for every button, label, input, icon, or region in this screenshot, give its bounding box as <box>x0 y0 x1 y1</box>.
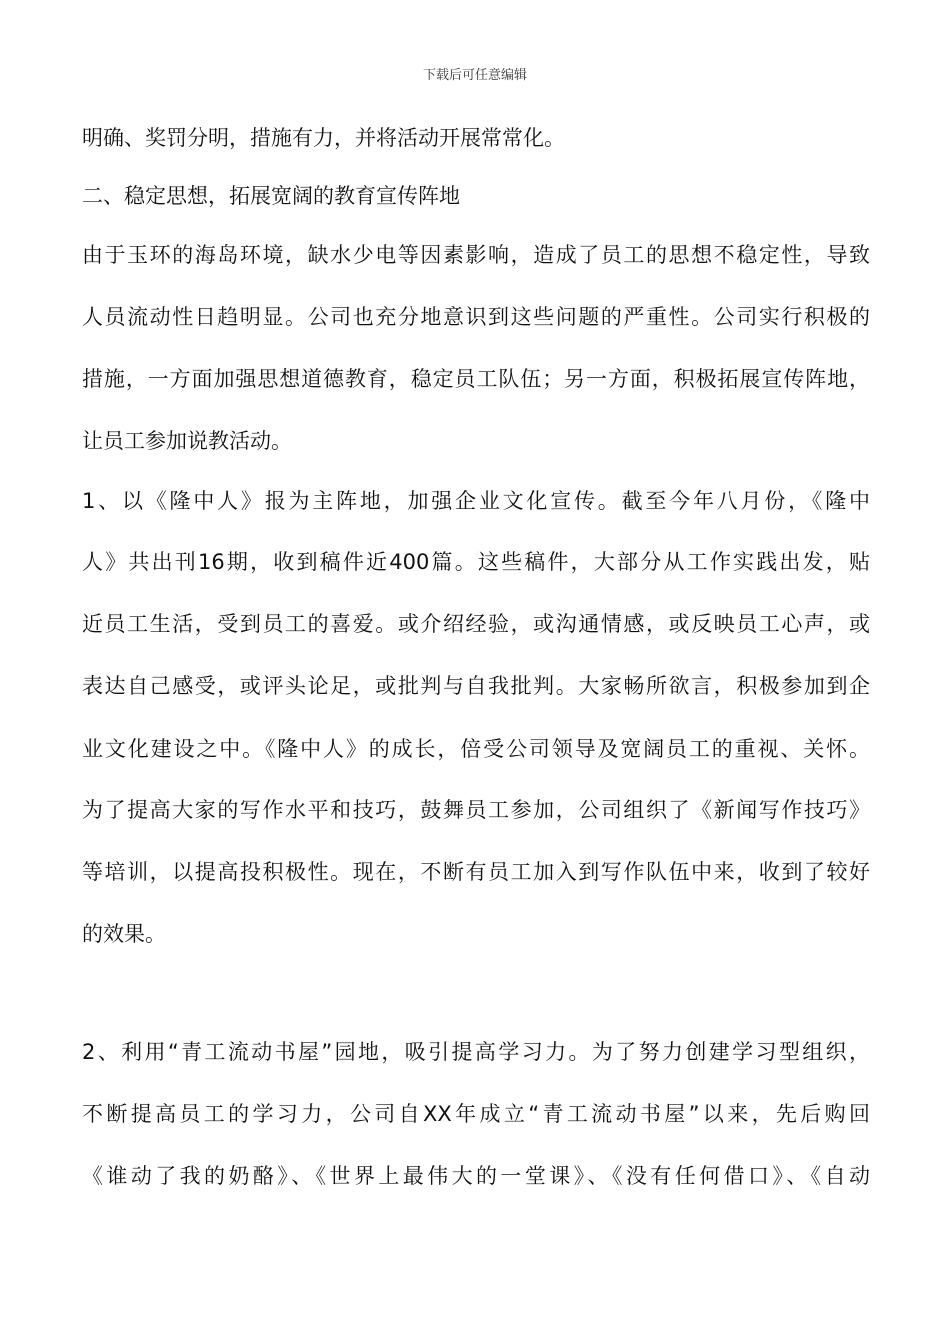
text-line-12: 为了提高大家的写作水平和技巧，鼓舞员工参加，公司组织了《新闻写作技巧》 <box>82 798 870 822</box>
text-line-10: 表达自己感受，或评头论足，或批判与自我批判。大家畅所欲言，积极参加到企 <box>82 674 870 698</box>
text-line-9: 近员工生活，受到员工的喜爱。或介绍经验，或沟通情感，或反映员工心声，或 <box>82 612 870 636</box>
text-line-6: 让员工参加说教活动。 <box>82 429 292 453</box>
text-line-11: 业文化建设之中。《隆中人》的成长，倍受公司领导及宽阔员工的重视、关怀。 <box>82 737 870 761</box>
section-heading: 二、稳定思想，拓展宽阔的教育宣传阵地 <box>82 184 460 208</box>
text-line-3: 由于玉环的海岛环境，缺水少电等因素影响，造成了员工的思想不稳定性，导致 <box>82 243 870 267</box>
text-line-17: 《谁动了我的奶酪》、《世界上最伟大的一堂课》、《没有任何借口》、《自动 <box>82 1164 870 1188</box>
text-line-4: 人员流动性日趋明显。公司也充分地意识到这些问题的严重性。公司实行积极的 <box>82 305 870 329</box>
text-line-14: 的效果。 <box>82 922 166 946</box>
text-line-7: 1、以《隆中人》报为主阵地，加强企业文化宣传。截至今年八月份，《隆中 <box>82 489 870 513</box>
page-header: 下载后可任意编辑 <box>422 68 527 83</box>
text-line-1: 明确、奖罚分明，措施有力，并将活动开展常常化。 <box>82 126 565 150</box>
text-line-15: 2、利用“青工流动书屋”园地，吸引提高学习力。为了努力创建学习型组织， <box>82 1040 870 1064</box>
text-line-8: 人》共出刊16期，收到稿件近400篇。这些稿件，大部分从工作实践出发，贴 <box>82 550 870 574</box>
text-line-5: 措施，一方面加强思想道德教育，稳定员工队伍；另一方面，积极拓展宣传阵地， <box>82 367 870 391</box>
text-line-13: 等培训，以提高投积极性。现在，不断有员工加入到写作队伍中来，收到了较好 <box>82 860 870 884</box>
text-line-16: 不断提高员工的学习力，公司自XX年成立“青工流动书屋”以来，先后购回 <box>82 1102 870 1126</box>
